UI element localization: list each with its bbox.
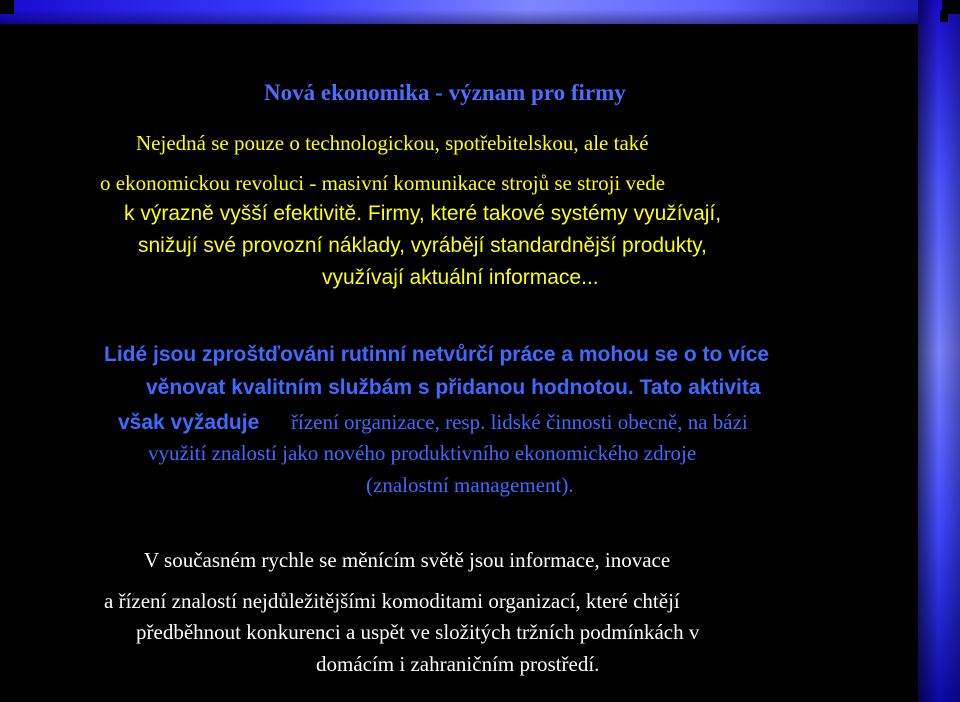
para2-line-4: využití znalostí jako nového produktivního ekonomického zdroje xyxy=(148,441,697,465)
para2-line-1: Lidé jsou zproštďováni rutinní netvůrčí práce a mohou se o to více xyxy=(104,343,770,366)
slide-title: Nová ekonomika - význam pro firmy xyxy=(264,80,626,105)
para2-line-2: věnovat kvalitním službám s přidanou hodnotou. Tato aktivita xyxy=(146,376,761,399)
para1-line-5: využívají aktuální informace... xyxy=(322,266,599,289)
para2-line-3b: řízení organizace, resp. lidské činnosti obecně, na bázi xyxy=(291,410,748,434)
para3-line-4: domácím i zahraničním prostředí. xyxy=(316,652,600,676)
para1-line-1: Nejedná se pouze o technologickou, spotřebitelskou, ale také xyxy=(136,131,649,155)
right-band-shade xyxy=(918,0,960,702)
para1-line-2: o ekonomickou revoluci - masivní komunikace strojů se stroji vede xyxy=(100,171,666,195)
corner-notch xyxy=(940,10,948,22)
top-left-corner xyxy=(0,0,14,14)
para2-line-5: (znalostní management). xyxy=(366,473,574,497)
para3-line-1: V současném rychle se měnícím světě jsou informace, inovace xyxy=(144,548,671,572)
para1-line-3: k výrazně vyšší efektivitě. Firmy, které takové systémy využívají, xyxy=(124,202,722,225)
para3-line-2: a řízení znalostí nejdůležitějšími komoditami organizací, které chtějí xyxy=(104,589,680,613)
para2-line-3a: však vyžaduje xyxy=(118,411,260,434)
top-band-shade xyxy=(0,0,960,24)
para3-line-3: předběhnout konkurenci a uspět ve složitých tržních podmínkách v xyxy=(136,620,700,644)
para1-line-4: snižují své provozní náklady, vyrábějí standardnější produkty, xyxy=(138,234,707,257)
